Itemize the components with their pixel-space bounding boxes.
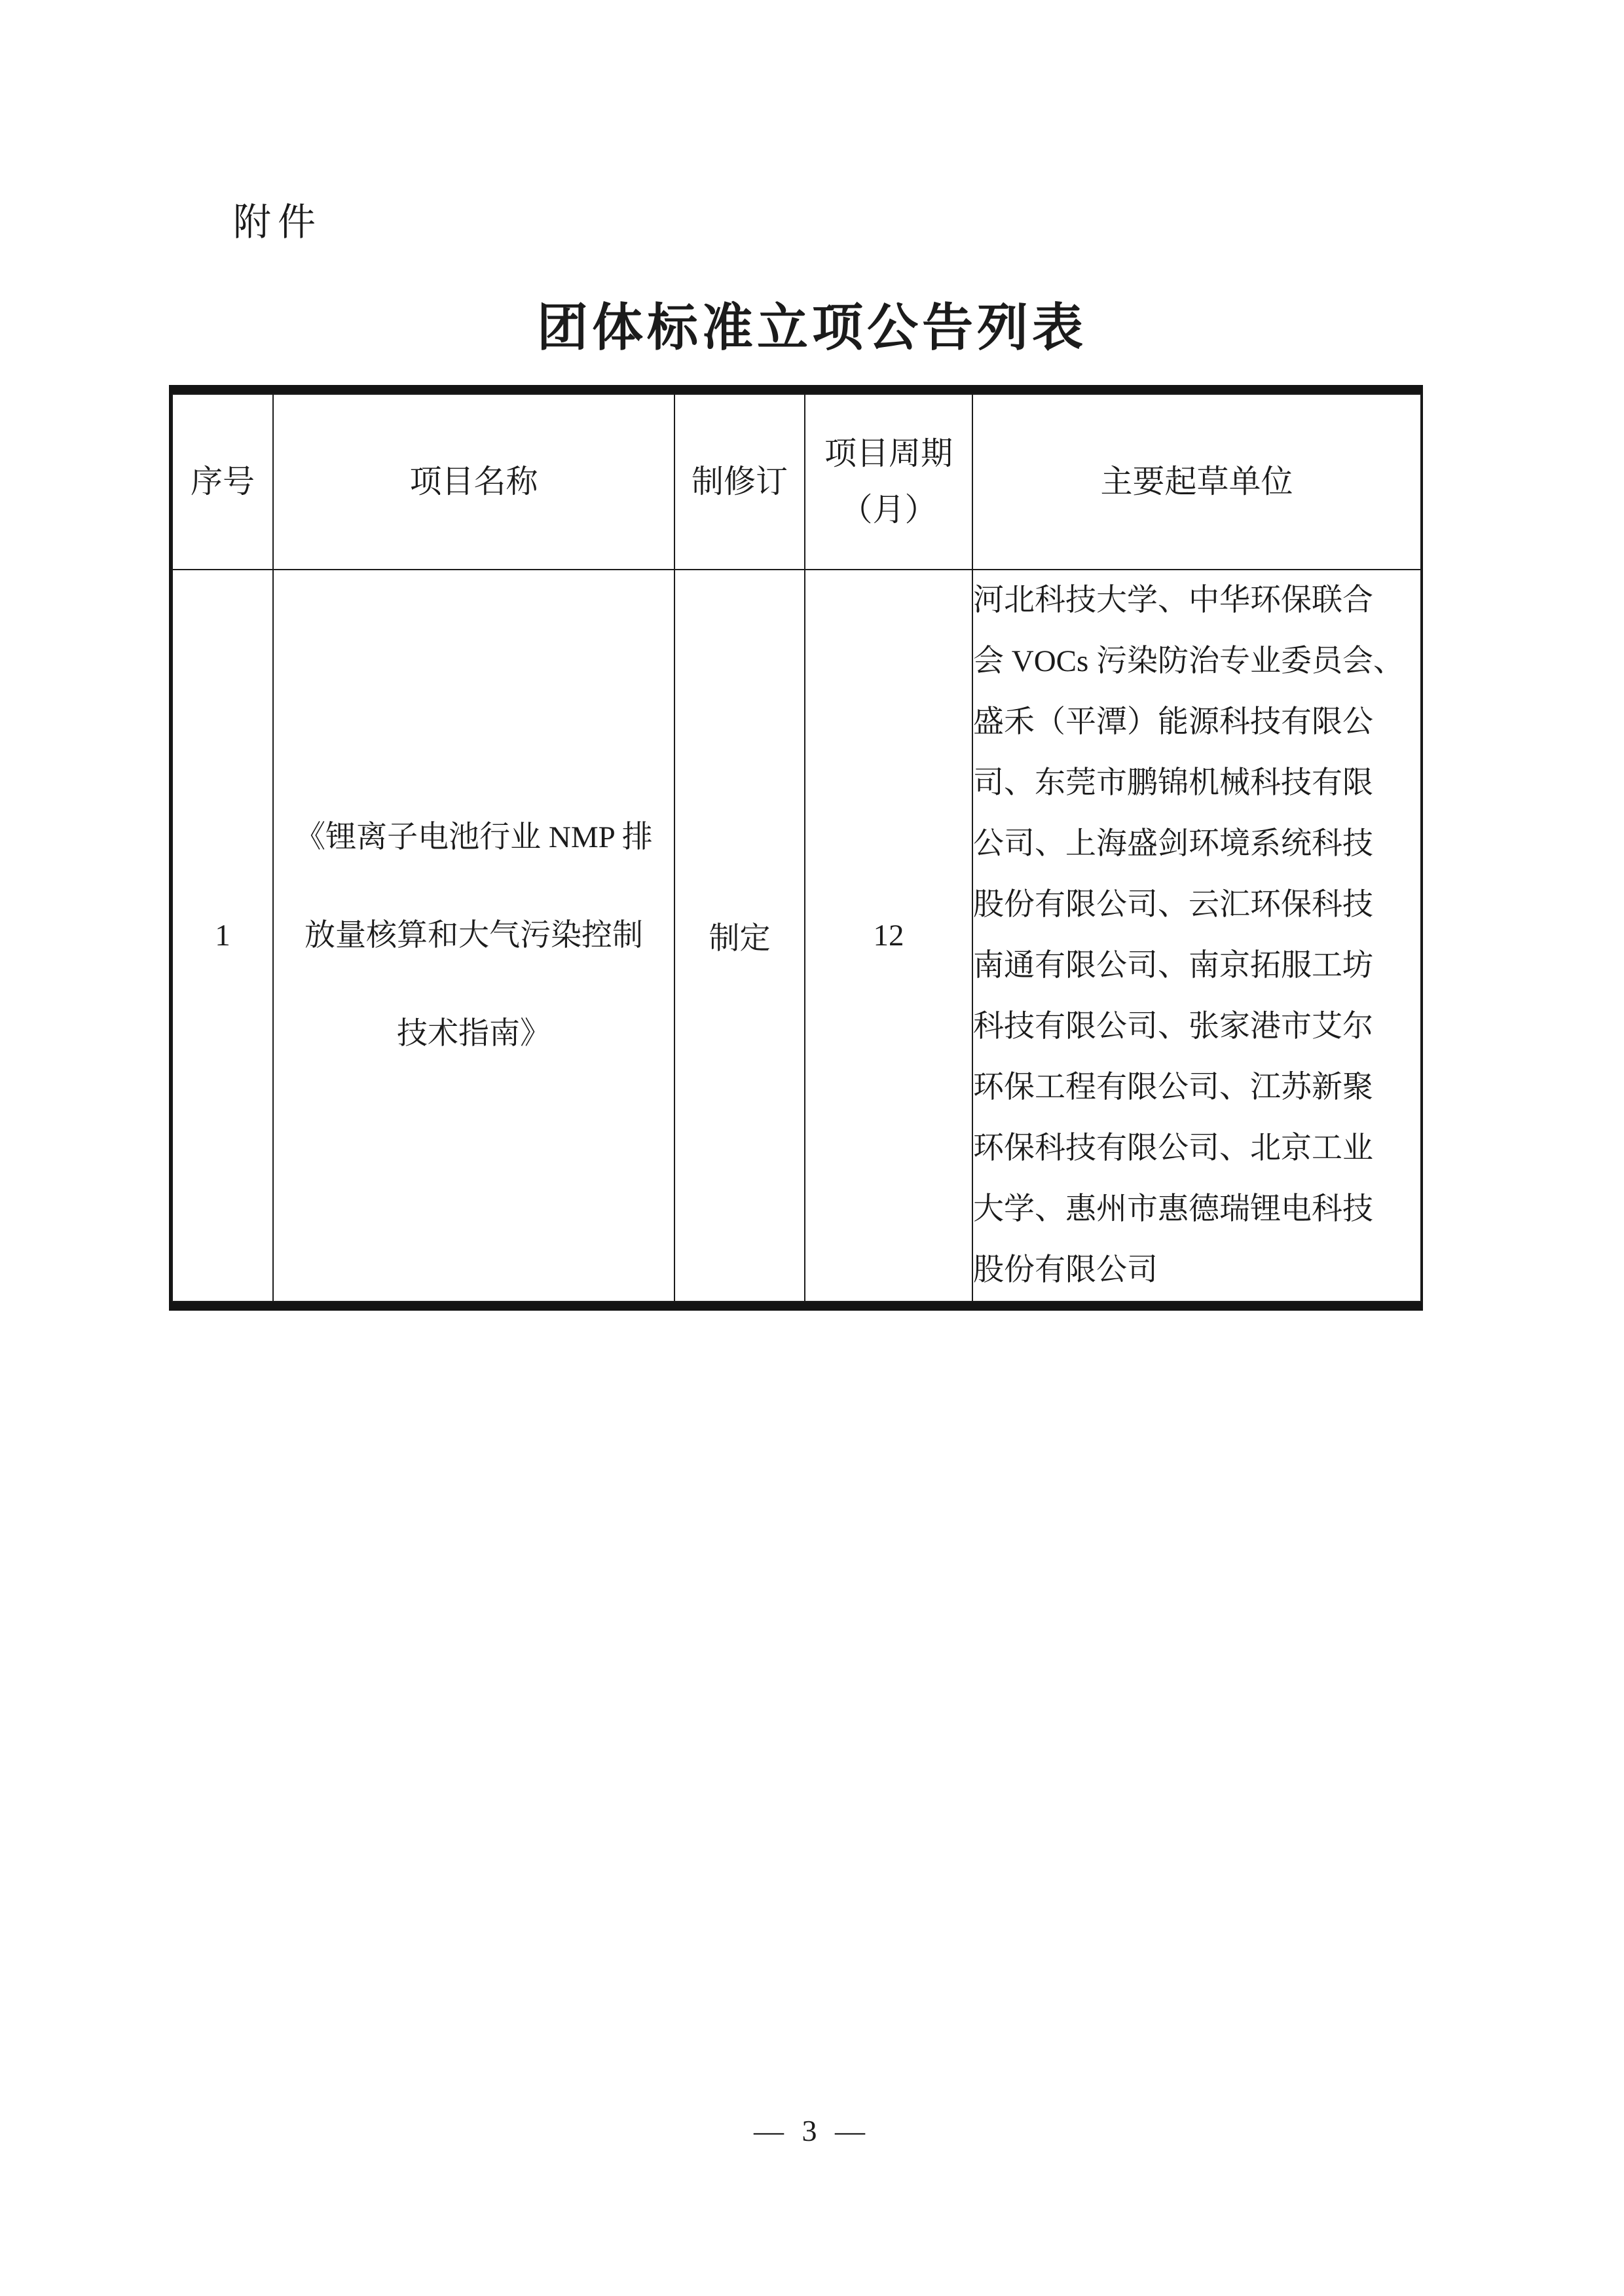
col-header-revision-type: 制修订 (674, 394, 805, 570)
page-number: — 3 — (754, 2114, 870, 2147)
project-name-line: 放量核算和大气污染控制 (304, 919, 643, 953)
drafting-units-line: 司、东莞市鹏锦机械科技有限 (973, 766, 1373, 800)
cell-drafting-units (972, 570, 1421, 1302)
page-title: 团体标准立项公告列表 (536, 299, 1087, 356)
cell-period-months: 12 (805, 570, 972, 1302)
cell-project-name (273, 570, 674, 1302)
attachment-label: 附件 (233, 201, 323, 244)
col-header-seq: 序号 (172, 394, 273, 570)
drafting-units-line: 河北科技大学、中华环保联合 (973, 583, 1373, 617)
table-header-row (172, 394, 1421, 570)
drafting-units-line: 会 VOCs 污染防治专业委员会、 (973, 644, 1405, 678)
drafting-units-line: 环保科技有限公司、北京工业 (973, 1131, 1373, 1165)
drafting-units-line: 盛禾（平潭）能源科技有限公 (973, 705, 1373, 739)
standards-table (169, 385, 1423, 1311)
drafting-units-line: 公司、上海盛剑环境系统科技 (973, 827, 1373, 861)
drafting-units-line: 股份有限公司 (973, 1253, 1158, 1287)
drafting-units-line: 大学、惠州市惠德瑞锂电科技 (973, 1192, 1373, 1226)
cell-seq: 1 (172, 570, 273, 1302)
col-header-project-period (805, 394, 972, 570)
col-header-drafting-units: 主要起草单位 (972, 394, 1421, 570)
drafting-units-line: 股份有限公司、云汇环保科技 (973, 888, 1373, 922)
project-name-line: 《锂离子电池行业 NMP 排 (295, 820, 653, 854)
drafting-units-line: 科技有限公司、张家港市艾尔 (973, 1010, 1373, 1044)
col-header-period-line1: 项目周期 (824, 435, 953, 472)
project-name-line: 技术指南》 (397, 1017, 551, 1051)
drafting-units-line: 南通有限公司、南京拓服工坊 (973, 949, 1373, 983)
drafting-units-line: 环保工程有限公司、江苏新聚 (973, 1070, 1373, 1104)
table-row (172, 570, 1421, 1302)
col-header-period-line2: （月） (840, 492, 937, 528)
col-header-project-name: 项目名称 (273, 394, 674, 570)
cell-revision-type: 制定 (674, 570, 805, 1302)
